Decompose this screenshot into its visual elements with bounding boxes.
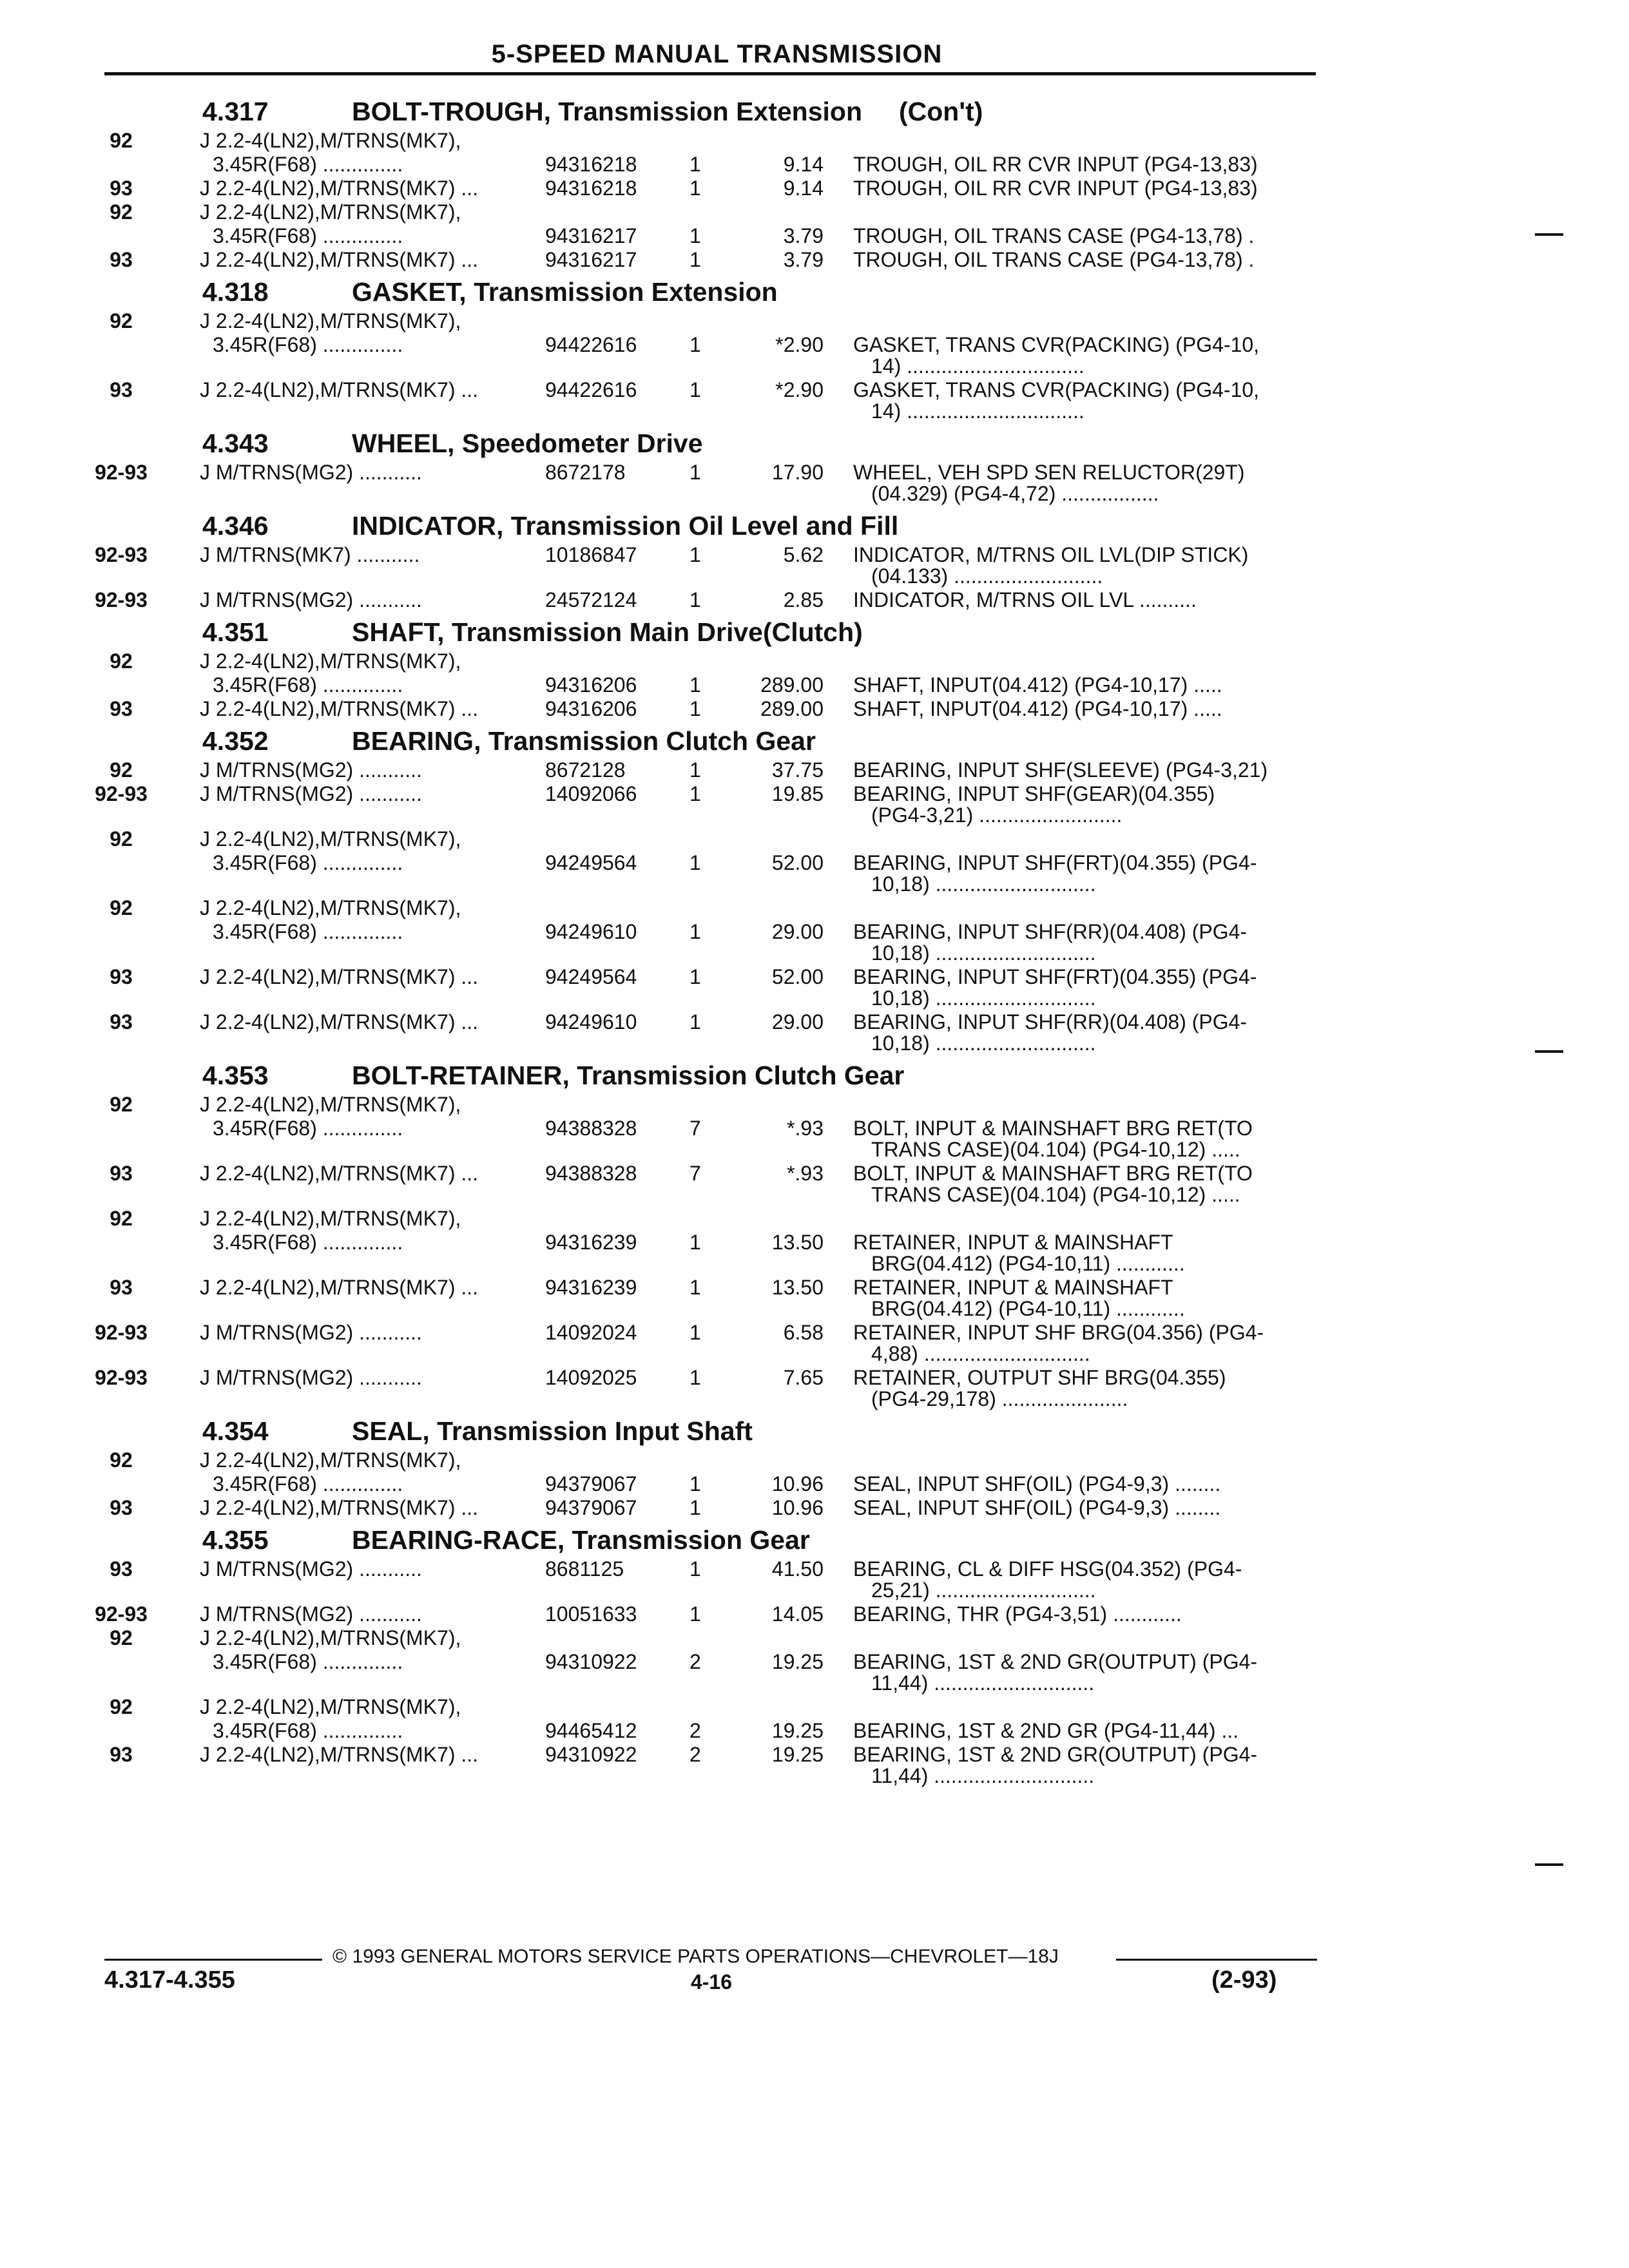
description: BEARING, INPUT SHF(GEAR)(04.355) xyxy=(853,782,1215,805)
application: J 2.2-4(LN2),M/TRNS(MK7), xyxy=(200,827,461,850)
quantity: 1 xyxy=(689,1496,701,1519)
application: J 2.2-4(LN2),M/TRNS(MK7) ... xyxy=(200,1010,479,1033)
model-year: 93 xyxy=(110,965,133,988)
section-number: 4.318 xyxy=(202,277,269,307)
section-title: BOLT-RETAINER, Transmission Clutch Gear xyxy=(352,1061,905,1090)
section-number: 4.354 xyxy=(202,1416,269,1446)
part-number: 14092066 xyxy=(545,782,637,805)
part-number: 94388328 xyxy=(545,1117,637,1140)
model-year: 92 xyxy=(110,1093,133,1116)
description-cont: BRG(04.412) (PG4-10,11) ............ xyxy=(871,1297,1185,1320)
quantity: 7 xyxy=(689,1162,701,1185)
price: 19.25 xyxy=(771,1743,824,1766)
description-cont: 14) ............................... xyxy=(871,354,1084,378)
quantity: 1 xyxy=(689,920,701,943)
application: J 2.2-4(LN2),M/TRNS(MK7), xyxy=(200,200,461,224)
description-cont: BRG(04.412) (PG4-10,11) ............ xyxy=(871,1252,1185,1275)
quantity: 1 xyxy=(689,333,701,356)
model-year: 92 xyxy=(110,1448,133,1472)
part-number: 94379067 xyxy=(545,1496,637,1519)
part-number: 94249564 xyxy=(545,965,637,988)
quantity: 1 xyxy=(689,1231,701,1254)
model-year: 93 xyxy=(110,1557,133,1581)
price: 3.79 xyxy=(783,248,824,271)
description: TROUGH, OIL TRANS CASE (PG4-13,78) . xyxy=(853,248,1255,271)
footer-index-range: 4.317-4.355 xyxy=(104,1966,235,1994)
section-number: 4.346 xyxy=(202,511,269,541)
edge-mark xyxy=(1535,233,1563,236)
quantity: 1 xyxy=(689,588,701,611)
part-number: 8681125 xyxy=(545,1557,624,1581)
part-number: 14092024 xyxy=(545,1321,637,1344)
description-cont: 14) ............................... xyxy=(871,399,1084,423)
application: J 2.2-4(LN2),M/TRNS(MK7) ... xyxy=(200,378,479,401)
price: 13.50 xyxy=(771,1276,824,1299)
quantity: 1 xyxy=(689,378,701,401)
model-year: 93 xyxy=(110,1276,133,1299)
price: *2.90 xyxy=(775,378,824,401)
application: J M/TRNS(MG2) ........... xyxy=(200,1321,422,1344)
model-year: 93 xyxy=(110,248,133,271)
application: J 2.2-4(LN2),M/TRNS(MK7), xyxy=(200,309,461,332)
application: J M/TRNS(MG2) ........... xyxy=(200,758,422,782)
part-number: 10051633 xyxy=(545,1602,637,1626)
quantity: 1 xyxy=(689,965,701,988)
quantity: 1 xyxy=(689,673,701,697)
application-cont: 3.45R(F68) .............. xyxy=(213,333,403,356)
description-cont: 10,18) ............................ xyxy=(871,1032,1096,1055)
description-cont: TRANS CASE)(04.104) (PG4-10,12) ..... xyxy=(871,1183,1240,1206)
application: J M/TRNS(MG2) ........... xyxy=(200,461,422,484)
price: 17.90 xyxy=(771,461,824,484)
price: 52.00 xyxy=(771,851,824,874)
quantity: 1 xyxy=(689,1472,701,1495)
part-number: 94310922 xyxy=(545,1743,637,1766)
price: 14.05 xyxy=(771,1602,824,1626)
price: 289.00 xyxy=(760,697,824,720)
price: 5.62 xyxy=(783,543,824,566)
price: 37.75 xyxy=(771,758,824,782)
description: TROUGH, OIL RR CVR INPUT (PG4-13,83) xyxy=(853,177,1258,200)
quantity: 1 xyxy=(689,224,701,247)
section-title: GASKET, Transmission Extension xyxy=(352,277,778,307)
application-cont: 3.45R(F68) .............. xyxy=(213,920,403,943)
edge-mark xyxy=(1535,1050,1563,1053)
part-number: 94316217 xyxy=(545,224,637,247)
quantity: 1 xyxy=(689,782,701,805)
part-number: 8672128 xyxy=(545,758,626,782)
description-cont: 25,21) ............................ xyxy=(871,1579,1096,1602)
model-year: 92 xyxy=(110,649,133,673)
quantity: 1 xyxy=(689,1366,701,1389)
quantity: 2 xyxy=(689,1650,701,1673)
application: J M/TRNS(MG2) ........... xyxy=(200,1366,422,1389)
application: J M/TRNS(MG2) ........... xyxy=(200,1557,422,1581)
application-cont: 3.45R(F68) .............. xyxy=(213,224,403,247)
application: J 2.2-4(LN2),M/TRNS(MK7), xyxy=(200,896,461,919)
price: 9.14 xyxy=(783,177,824,200)
footer-copyright: © 1993 GENERAL MOTORS SERVICE PARTS OPERATIONS—CHEVROLET—18J xyxy=(333,1946,1059,1967)
price: 3.79 xyxy=(783,224,824,247)
footer-rule-right xyxy=(1116,1959,1317,1961)
section-title: WHEEL, Speedometer Drive xyxy=(352,428,703,458)
description: WHEEL, VEH SPD SEN RELUCTOR(29T) xyxy=(853,461,1245,484)
model-year: 92 xyxy=(110,827,133,850)
description-cont: 10,18) ............................ xyxy=(871,986,1096,1010)
part-number: 94422616 xyxy=(545,378,637,401)
model-year: 92 xyxy=(110,200,133,224)
section-title: SEAL, Transmission Input Shaft xyxy=(352,1416,753,1446)
part-number: 94316218 xyxy=(545,153,637,176)
part-number: 8672178 xyxy=(545,461,626,484)
part-number: 24572124 xyxy=(545,588,637,611)
model-year: 92 xyxy=(110,129,133,152)
part-number: 94316239 xyxy=(545,1231,637,1254)
description: BEARING, INPUT SHF(RR)(04.408) (PG4- xyxy=(853,1010,1248,1033)
price: 29.00 xyxy=(771,1010,824,1033)
section-number: 4.355 xyxy=(202,1525,269,1555)
description: RETAINER, INPUT & MAINSHAFT xyxy=(853,1276,1173,1299)
description: BOLT, INPUT & MAINSHAFT BRG RET(TO xyxy=(853,1162,1253,1185)
description: RETAINER, INPUT SHF BRG(04.356) (PG4- xyxy=(853,1321,1264,1344)
description-cont: 10,18) ............................ xyxy=(871,872,1096,896)
section-title: INDICATOR, Transmission Oil Level and Fill xyxy=(352,511,899,541)
description: BEARING, 1ST & 2ND GR(OUTPUT) (PG4- xyxy=(853,1650,1258,1673)
description: BOLT, INPUT & MAINSHAFT BRG RET(TO xyxy=(853,1117,1253,1140)
part-number: 94316217 xyxy=(545,248,637,271)
description-cont: (04.133) .......................... xyxy=(871,564,1103,588)
price: 2.85 xyxy=(783,588,824,611)
section-title: BEARING-RACE, Transmission Gear xyxy=(352,1525,810,1555)
footer-page-number: 4-16 xyxy=(691,1970,733,1994)
description: BEARING, 1ST & 2ND GR (PG4-11,44) ... xyxy=(853,1719,1239,1742)
part-number: 94310922 xyxy=(545,1650,637,1673)
quantity: 1 xyxy=(689,248,701,271)
price: 289.00 xyxy=(760,673,824,697)
description: BEARING, INPUT SHF(FRT)(04.355) (PG4- xyxy=(853,965,1257,988)
model-year: 92-93 xyxy=(95,1321,148,1344)
section-title: BOLT-TROUGH, Transmission Extension (Con't) xyxy=(352,97,983,126)
description: BEARING, INPUT SHF(FRT)(04.355) (PG4- xyxy=(853,851,1257,874)
description-cont: 4,88) ............................. xyxy=(871,1342,1090,1365)
part-number: 94316239 xyxy=(545,1276,637,1299)
section-number: 4.317 xyxy=(202,97,269,126)
model-year: 92 xyxy=(110,1207,133,1230)
section-number: 4.351 xyxy=(202,617,269,647)
description-cont: 11,44) ............................ xyxy=(871,1764,1095,1787)
quantity: 1 xyxy=(689,177,701,200)
part-number: 94316206 xyxy=(545,697,637,720)
quantity: 1 xyxy=(689,1276,701,1299)
price: *.93 xyxy=(787,1117,824,1140)
application: J 2.2-4(LN2),M/TRNS(MK7) ... xyxy=(200,1496,479,1519)
application-cont: 3.45R(F68) .............. xyxy=(213,851,403,874)
description: BEARING, CL & DIFF HSG(04.352) (PG4- xyxy=(853,1557,1242,1581)
quantity: 7 xyxy=(689,1117,701,1140)
price: 10.96 xyxy=(771,1472,824,1495)
quantity: 2 xyxy=(689,1743,701,1766)
application: J 2.2-4(LN2),M/TRNS(MK7), xyxy=(200,1448,461,1472)
model-year: 92-93 xyxy=(95,543,148,566)
footer-date: (2-93) xyxy=(1211,1966,1277,1994)
price: 41.50 xyxy=(771,1557,824,1581)
application: J 2.2-4(LN2),M/TRNS(MK7), xyxy=(200,649,461,673)
application: J 2.2-4(LN2),M/TRNS(MK7) ... xyxy=(200,1276,479,1299)
application-cont: 3.45R(F68) .............. xyxy=(213,1472,403,1495)
quantity: 1 xyxy=(689,1602,701,1626)
application: J M/TRNS(MG2) ........... xyxy=(200,588,422,611)
price: 9.14 xyxy=(783,153,824,176)
application: J M/TRNS(MG2) ........... xyxy=(200,782,422,805)
part-number: 94316206 xyxy=(545,673,637,697)
model-year: 93 xyxy=(110,1010,133,1033)
description: SEAL, INPUT SHF(OIL) (PG4-9,3) ........ xyxy=(853,1472,1221,1495)
section-number: 4.353 xyxy=(202,1061,269,1090)
price: 6.58 xyxy=(783,1321,824,1344)
section-title: SHAFT, Transmission Main Drive(Clutch) xyxy=(352,617,863,647)
model-year: 93 xyxy=(110,1496,133,1519)
price: 13.50 xyxy=(771,1231,824,1254)
description: BEARING, INPUT SHF(SLEEVE) (PG4-3,21) xyxy=(853,758,1268,782)
description: BEARING, THR (PG4-3,51) ............ xyxy=(853,1602,1182,1626)
page-header: 5-SPEED MANUAL TRANSMISSION xyxy=(491,40,943,68)
application: J M/TRNS(MG2) ........... xyxy=(200,1602,422,1626)
quantity: 1 xyxy=(689,758,701,782)
description-cont: (04.329) (PG4-4,72) ................. xyxy=(871,482,1159,505)
application: J 2.2-4(LN2),M/TRNS(MK7) ... xyxy=(200,248,479,271)
part-number: 94249610 xyxy=(545,920,637,943)
quantity: 2 xyxy=(689,1719,701,1742)
model-year: 93 xyxy=(110,177,133,200)
part-number: 94465412 xyxy=(545,1719,637,1742)
application: J M/TRNS(MK7) ........... xyxy=(200,543,420,566)
description-cont: (PG4-29,178) ...................... xyxy=(871,1387,1128,1410)
quantity: 1 xyxy=(689,1557,701,1581)
application-cont: 3.45R(F68) .............. xyxy=(213,1650,403,1673)
quantity: 1 xyxy=(689,1321,701,1344)
description: GASKET, TRANS CVR(PACKING) (PG4-10, xyxy=(853,378,1260,401)
model-year: 92 xyxy=(110,309,133,332)
price: 7.65 xyxy=(783,1366,824,1389)
description: TROUGH, OIL TRANS CASE (PG4-13,78) . xyxy=(853,224,1255,247)
application: J 2.2-4(LN2),M/TRNS(MK7), xyxy=(200,1093,461,1116)
price: 19.85 xyxy=(771,782,824,805)
application-cont: 3.45R(F68) .............. xyxy=(213,1719,403,1742)
edge-mark xyxy=(1535,1863,1563,1866)
section-number: 4.352 xyxy=(202,726,269,756)
description: RETAINER, OUTPUT SHF BRG(04.355) xyxy=(853,1366,1226,1389)
description: SHAFT, INPUT(04.412) (PG4-10,17) ..... xyxy=(853,673,1222,697)
price: 19.25 xyxy=(771,1650,824,1673)
part-number: 94249564 xyxy=(545,851,637,874)
price: 52.00 xyxy=(771,965,824,988)
description: RETAINER, INPUT & MAINSHAFT xyxy=(853,1231,1173,1254)
description-cont: 11,44) ............................ xyxy=(871,1671,1095,1695)
quantity: 1 xyxy=(689,461,701,484)
description-cont: 10,18) ............................ xyxy=(871,941,1096,965)
quantity: 1 xyxy=(689,543,701,566)
model-year: 92-93 xyxy=(95,1366,148,1389)
model-year: 92 xyxy=(110,1695,133,1718)
part-number: 14092025 xyxy=(545,1366,637,1389)
application: J 2.2-4(LN2),M/TRNS(MK7) ... xyxy=(200,1162,479,1185)
application-cont: 3.45R(F68) .............. xyxy=(213,1117,403,1140)
part-number: 94249610 xyxy=(545,1010,637,1033)
quantity: 1 xyxy=(689,153,701,176)
price: *2.90 xyxy=(775,333,824,356)
price: 10.96 xyxy=(771,1496,824,1519)
quantity: 1 xyxy=(689,697,701,720)
model-year: 92 xyxy=(110,896,133,919)
application: J 2.2-4(LN2),M/TRNS(MK7), xyxy=(200,1207,461,1230)
section-title: BEARING, Transmission Clutch Gear xyxy=(352,726,816,756)
description-cont: TRANS CASE)(04.104) (PG4-10,12) ..... xyxy=(871,1138,1240,1161)
model-year: 93 xyxy=(110,378,133,401)
footer-rule-left xyxy=(104,1959,322,1961)
quantity: 1 xyxy=(689,1010,701,1033)
description: BEARING, 1ST & 2ND GR(OUTPUT) (PG4- xyxy=(853,1743,1258,1766)
application: J 2.2-4(LN2),M/TRNS(MK7) ... xyxy=(200,1743,479,1766)
application-cont: 3.45R(F68) .............. xyxy=(213,673,403,697)
model-year: 92-93 xyxy=(95,782,148,805)
application-cont: 3.45R(F68) .............. xyxy=(213,153,403,176)
model-year: 92 xyxy=(110,1626,133,1649)
part-number: 94422616 xyxy=(545,333,637,356)
description: INDICATOR, M/TRNS OIL LVL(DIP STICK) xyxy=(853,543,1249,566)
price: 19.25 xyxy=(771,1719,824,1742)
description: GASKET, TRANS CVR(PACKING) (PG4-10, xyxy=(853,333,1260,356)
description: TROUGH, OIL RR CVR INPUT (PG4-13,83) xyxy=(853,153,1258,176)
part-number: 94388328 xyxy=(545,1162,637,1185)
model-year: 93 xyxy=(110,1743,133,1766)
description: SHAFT, INPUT(04.412) (PG4-10,17) ..... xyxy=(853,697,1222,720)
model-year: 93 xyxy=(110,1162,133,1185)
price: *.93 xyxy=(787,1162,824,1185)
model-year: 92-93 xyxy=(95,588,148,611)
application: J 2.2-4(LN2),M/TRNS(MK7), xyxy=(200,1695,461,1718)
application: J 2.2-4(LN2),M/TRNS(MK7), xyxy=(200,129,461,152)
model-year: 92-93 xyxy=(95,461,148,484)
description: INDICATOR, M/TRNS OIL LVL .......... xyxy=(853,588,1197,611)
application-cont: 3.45R(F68) .............. xyxy=(213,1231,403,1254)
quantity: 1 xyxy=(689,851,701,874)
application: J 2.2-4(LN2),M/TRNS(MK7) ... xyxy=(200,697,479,720)
application: J 2.2-4(LN2),M/TRNS(MK7) ... xyxy=(200,177,479,200)
header-rule xyxy=(104,72,1316,75)
part-number: 10186847 xyxy=(545,543,637,566)
model-year: 93 xyxy=(110,697,133,720)
section-number: 4.343 xyxy=(202,428,269,458)
model-year: 92-93 xyxy=(95,1602,148,1626)
description-cont: (PG4-3,21) ......................... xyxy=(871,803,1123,827)
part-number: 94379067 xyxy=(545,1472,637,1495)
price: 29.00 xyxy=(771,920,824,943)
description: SEAL, INPUT SHF(OIL) (PG4-9,3) ........ xyxy=(853,1496,1221,1519)
part-number: 94316218 xyxy=(545,177,637,200)
description: BEARING, INPUT SHF(RR)(04.408) (PG4- xyxy=(853,920,1248,943)
application: J 2.2-4(LN2),M/TRNS(MK7) ... xyxy=(200,965,479,988)
application: J 2.2-4(LN2),M/TRNS(MK7), xyxy=(200,1626,461,1649)
model-year: 92 xyxy=(110,758,133,782)
